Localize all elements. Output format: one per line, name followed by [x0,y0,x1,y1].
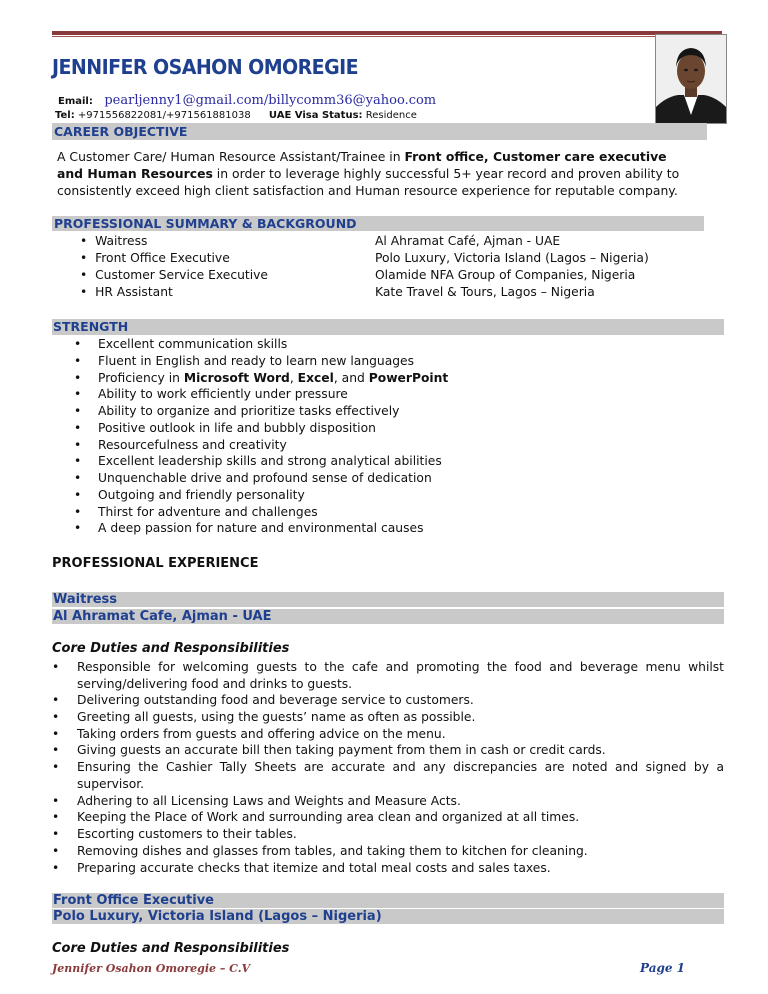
duty-item: • Delivering outstanding food and beverage service to customers. [52,693,474,707]
email-row [58,93,436,108]
duty-item: • Adhering to all Licensing Laws and Weights and Measure Acts. [52,794,461,808]
summary-place: Polo Luxury, Victoria Island (Lagos – Nigeria) [375,251,649,265]
objective-bold-1: Front office, Customer care executive [404,149,667,164]
duty-item: • Keeping the Place of Work and surrounding area clean and organized at all times. [52,810,580,824]
duty-item: • Preparing accurate checks that itemize and total meal costs and sales taxes. [52,861,551,875]
duties-title: Core Duties and Responsibilities [52,941,290,956]
career-objective-text [57,148,697,199]
summary-place: Kate Travel & Tours, Lagos – Nigeria [375,285,595,299]
tel-label: Tel: [55,110,75,121]
objective-bold-2: and Human Resources [57,166,213,181]
career-objective-title: CAREER OBJECTIVE [54,124,188,139]
duty-item: • Giving guests an accurate bill then taking payment from them in cash or credit cards. [52,743,606,757]
summary-row: • Front Office Executive [80,251,230,265]
duty-item: • Escorting customers to their tables. [52,827,297,841]
summary-place: Olamide NFA Group of Companies, Nigeria [375,268,636,282]
duty-item: • Removing dishes and glasses from tables, and taking them to kitchen for cleaning. [52,844,588,858]
tel-value: +971556822081/+971561881038 [77,110,251,121]
strength-bar [52,319,724,335]
candidate-name: JENNIFER OSAHON OMOREGIE [52,55,359,79]
summary-role: Front Office Executive [95,251,230,265]
duty-item: • Greeting all guests, using the guests’ name as often as possible. [52,710,476,724]
duty-item: • Ensuring the Cashier Tally Sheets are accurate and any discrepancies are noted and signed by a supervisor. [52,760,724,791]
objective-text-3: consistently exceed high client satisfaction and Human resource experience for reputable company. [57,183,678,198]
visa-label: UAE Visa Status: [268,110,363,121]
job-company: Al Ahramat Cafe, Ajman - UAE [53,609,272,624]
header-rule-thin [52,36,722,37]
email-label: Email: [58,96,93,107]
summary-role: Waitress [95,234,148,248]
objective-text-2: in order to leverage highly successful 5+ year record and proven ability to [212,166,680,181]
duties-title: Core Duties and Responsibilities [52,641,290,656]
tel-row [55,110,417,121]
summary-title: PROFESSIONAL SUMMARY & BACKGROUND [54,216,357,231]
footer-page-number: Page 1 [640,961,686,975]
profile-photo [655,34,727,124]
summary-role: Customer Service Executive [95,268,268,282]
job-company: Polo Luxury, Victoria Island (Lagos – Nigeria) [53,909,382,924]
duty-item: • Responsible for welcoming guests to the cafe and promoting the food and beverage menu whilst serving/delivering food and drinks to guests. [52,660,724,691]
email-value[interactable]: pearljenny1@gmail.com/billycomm36@yahoo.com [104,93,437,108]
job-role: Waitress [53,592,118,607]
summary-row: • HR Assistant [80,285,173,299]
job-role: Front Office Executive [53,893,214,908]
summary-role: HR Assistant [95,285,173,299]
summary-place: Al Ahramat Café, Ajman - UAE [375,234,561,248]
duty-item: • Taking orders from guests and offering advice on the menu. [52,727,446,741]
header-rule [52,31,722,35]
summary-row: • Customer Service Executive [80,268,268,282]
objective-text-1: A Customer Care/ Human Resource Assistant/Trainee in [57,149,405,164]
summary-row: • Waitress [80,234,148,248]
visa-value: Residence [365,110,417,121]
strength-title: STRENGTH [53,319,129,334]
experience-heading: PROFESSIONAL EXPERIENCE [52,556,259,571]
job-title-bar [52,592,724,607]
footer-cv-label: Jennifer Osahon Omoregie – C.V [52,962,251,975]
portrait-image [656,35,726,123]
